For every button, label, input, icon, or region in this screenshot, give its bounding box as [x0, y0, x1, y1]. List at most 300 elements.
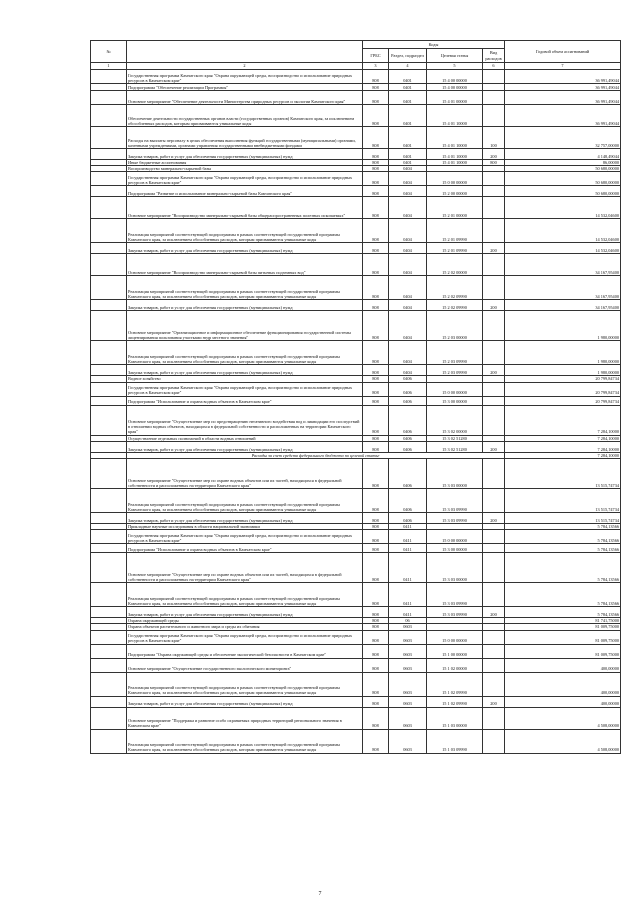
row-vr-cell	[483, 172, 505, 186]
row-name-cell: Основное мероприятие "Осуществление мер по предотвращению негативного воздействия вод и ликвидации его последствий в отношении водных объектов, находящихся в федеральной собственности и расположенных на территории Камчатского края"	[127, 405, 363, 435]
row-vr-cell	[483, 459, 505, 489]
row-vr-cell: 200	[483, 243, 505, 254]
row-rzpr-cell: 0411	[389, 544, 427, 553]
row-grbs-cell: 808	[363, 197, 389, 219]
row-num-cell	[91, 243, 127, 254]
row-rzpr-cell: 0411	[389, 524, 427, 530]
row-name-cell: Реализация мероприятий соответствующей подпрограммы в рамках соответствующей государственной программы Камчатского края, за исключением обособленных расходов, которым присваиваются уникальные коды	[127, 341, 363, 365]
row-rzpr-cell: 0401	[389, 149, 427, 160]
row-csr-cell: 15 2 01 00000	[427, 197, 483, 219]
row-rzpr-cell: 0603	[389, 658, 427, 672]
row-grbs-cell: 808	[363, 341, 389, 365]
row-sum-cell: 34 167,95400	[505, 300, 621, 311]
row-sum-cell: 50 680,00000	[505, 166, 621, 172]
row-grbs-cell: 808	[363, 607, 389, 618]
row-name-cell: Закупка товаров, работ и услуг для обеспечения государственных (муниципальных) нужд	[127, 243, 363, 254]
table-row	[91, 553, 621, 583]
row-grbs-cell: 808	[363, 149, 389, 160]
row-name-cell: Водное хозяйство	[127, 376, 363, 382]
row-csr-cell: 15 1 02 09990	[427, 672, 483, 696]
row-sum-cell: 36 991,49044	[505, 91, 621, 105]
row-csr-cell: 15 1 03 00000	[427, 707, 483, 729]
header-grbs: ГРБС	[363, 49, 389, 63]
table-row	[91, 186, 621, 197]
row-vr-cell	[483, 583, 505, 607]
header-vr: Вид расходов	[483, 49, 505, 63]
row-csr-cell: 15 3 03 09990	[427, 489, 483, 513]
row-num-cell	[91, 553, 127, 583]
row-rzpr-cell: 0404	[389, 276, 427, 300]
row-num-cell	[91, 172, 127, 186]
row-name-cell: Прикладные научные исследования в области национальной экономики	[127, 524, 363, 530]
row-vr-cell	[483, 382, 505, 396]
row-num-cell	[91, 365, 127, 376]
row-vr-cell: 100	[483, 127, 505, 149]
row-rzpr-cell: 0404	[389, 197, 427, 219]
row-csr-cell: 15 3 00 00000	[427, 396, 483, 405]
row-csr-cell: 15 2 02 00000	[427, 254, 483, 276]
row-vr-cell	[483, 276, 505, 300]
table-row	[91, 696, 621, 707]
row-csr-cell: 15 3 02 51280	[427, 441, 483, 452]
row-rzpr-cell: 0406	[389, 396, 427, 405]
row-num-cell	[91, 530, 127, 544]
row-grbs-cell: 808	[363, 658, 389, 672]
column-index-row	[91, 63, 621, 70]
row-vr-cell: 200	[483, 696, 505, 707]
table-row	[91, 729, 621, 753]
row-num-cell	[91, 149, 127, 160]
row-name-cell: Расходы на выплаты персоналу в целях обеспечения выполнения функций государственными (муниципальными) органами, казенными учреждениями, органами управления государственными внебюджетными фондами	[127, 127, 363, 149]
row-grbs-cell: 808	[363, 382, 389, 396]
row-grbs-cell: 808	[363, 513, 389, 524]
row-rzpr-cell: 0404	[389, 341, 427, 365]
row-rzpr-cell: 0406	[389, 382, 427, 396]
table-row	[91, 341, 621, 365]
row-name-cell: Реализация мероприятий соответствующей подпрограммы в рамках соответствующей государственной программы Камчатского края, за исключением обособленных расходов, которым присваиваются уникальные коды	[127, 672, 363, 696]
row-vr-cell	[483, 672, 505, 696]
row-num-cell	[91, 672, 127, 696]
row-sum-cell: 1 980,00000	[505, 311, 621, 341]
row-vr-cell: 200	[483, 607, 505, 618]
row-rzpr-cell: 0406	[389, 405, 427, 435]
row-csr-cell: 15 4 01 00000	[427, 91, 483, 105]
row-grbs-cell: 808	[363, 84, 389, 91]
row-sum-cell: 4 508,00000	[505, 707, 621, 729]
row-num-cell	[91, 300, 127, 311]
row-name-cell: Основное мероприятие "Организационное и информационное обеспечение функционирования государственной системы лицензирования пользования участками недр местного значения"	[127, 311, 363, 341]
row-vr-cell	[483, 644, 505, 658]
header-rzpr: Раздел, подраздел	[389, 49, 427, 63]
row-name-cell: Реализация мероприятий соответствующей подпрограммы в рамках соответствующей государственной программы Камчатского края, за исключением обособленных расходов, которым присваиваются уникальные коды	[127, 276, 363, 300]
row-csr-cell: 15 0 00 00000	[427, 172, 483, 186]
row-grbs-cell: 808	[363, 105, 389, 127]
row-num-cell	[91, 84, 127, 91]
row-grbs-cell: 808	[363, 186, 389, 197]
row-name-cell: Обеспечение деятельности государственных органов власти (государственных органов) Камчатского края, за исключением обособленных расходов, которым присваиваются уникальные коды	[127, 105, 363, 127]
row-name-cell: Закупка товаров, работ и услуг для обеспечения государственных (муниципальных) нужд	[127, 513, 363, 524]
row-sum-cell: 20 799,84734	[505, 382, 621, 396]
row-sum-cell: 36 991,49044	[505, 84, 621, 91]
row-sum-cell: 81 009,75000	[505, 644, 621, 658]
row-rzpr-cell: 0401	[389, 127, 427, 149]
budget-sheet	[90, 40, 620, 754]
row-sum-cell: 81 009,75000	[505, 630, 621, 644]
row-num-cell	[91, 441, 127, 452]
row-csr-cell: 15 3 03 09990	[427, 583, 483, 607]
row-sum-cell: 14 532,04600	[505, 243, 621, 254]
row-name-cell: Основное мероприятие "Обеспечение деятельности Министерства природных ресурсов и экологии Камчатского края"	[127, 91, 363, 105]
row-name-cell: Государственная программа Камчатского края "Охрана окружающей среды, воспроизводство и использование природных ресурсов в Камчатском крае"	[127, 382, 363, 396]
row-sum-cell: 4 148,49044	[505, 149, 621, 160]
row-grbs-cell: 808	[363, 70, 389, 84]
row-csr-cell: 15 2 03 00000	[427, 311, 483, 341]
row-rzpr-cell: 0401	[389, 160, 427, 166]
row-num-cell	[91, 91, 127, 105]
row-vr-cell	[483, 254, 505, 276]
table-row	[91, 276, 621, 300]
row-name-cell: Государственная программа Камчатского края "Охрана окружающей среды, воспроизводство и использование природных ресурсов в Камчатском крае"	[127, 530, 363, 544]
row-name-cell: Закупка товаров, работ и услуг для обеспечения государственных (муниципальных) нужд	[127, 300, 363, 311]
row-sum-cell: 7 284,10000	[505, 452, 621, 458]
row-rzpr-cell: 0401	[389, 84, 427, 91]
row-sum-cell: 5 784,13566	[505, 583, 621, 607]
row-sum-cell: 34 167,95400	[505, 276, 621, 300]
row-vr-cell	[483, 405, 505, 435]
row-grbs-cell: 808	[363, 489, 389, 513]
row-name-cell: Закупка товаров, работ и услуг для обеспечения государственных (муниципальных) нужд	[127, 607, 363, 618]
row-sum-cell: 7 284,10000	[505, 405, 621, 435]
row-num-cell	[91, 644, 127, 658]
row-csr-cell: 15 3 02 00000	[427, 405, 483, 435]
row-num-cell	[91, 254, 127, 276]
row-grbs-cell: 808	[363, 459, 389, 489]
row-csr-cell: 15 1 00 00000	[427, 644, 483, 658]
row-num-cell	[91, 607, 127, 618]
row-csr-cell: 15 4 00 00000	[427, 70, 483, 84]
row-grbs-cell: 808	[363, 696, 389, 707]
row-rzpr-cell: 0404	[389, 186, 427, 197]
row-sum-cell: 81 009,75000	[505, 624, 621, 630]
row-grbs-cell: 808	[363, 729, 389, 753]
table-row	[91, 405, 621, 435]
row-name-cell: Государственная программа Камчатского края "Охрана окружающей среды, воспроизводство и использование природных ресурсов в Камчатском крае"	[127, 70, 363, 84]
row-vr-cell	[483, 70, 505, 84]
row-grbs-cell: 808	[363, 435, 389, 441]
row-rzpr-cell: 0603	[389, 672, 427, 696]
row-grbs-cell: 808	[363, 672, 389, 696]
row-name-cell: Основное мероприятие "Поддержка и развитие особо охраняемых природных территорий регионального значения в Камчатском крае"	[127, 707, 363, 729]
row-sum-cell: 13 515,74734	[505, 489, 621, 513]
row-num-cell	[91, 186, 127, 197]
row-sum-cell: 5 784,13566	[505, 544, 621, 553]
row-vr-cell: 200	[483, 300, 505, 311]
table-row	[91, 707, 621, 729]
row-sum-cell: 50 680,00000	[505, 186, 621, 197]
row-num-cell	[91, 396, 127, 405]
col-index: 6	[483, 63, 505, 70]
row-num-cell	[91, 583, 127, 607]
row-vr-cell	[483, 544, 505, 553]
row-grbs-cell: 808	[363, 396, 389, 405]
row-rzpr-cell: 0603	[389, 630, 427, 644]
row-vr-cell	[483, 219, 505, 243]
row-name-cell: Воспроизводство минерально-сырьевой базы	[127, 166, 363, 172]
row-num-cell	[91, 658, 127, 672]
row-grbs-cell: 808	[363, 91, 389, 105]
row-num-cell	[91, 405, 127, 435]
row-rzpr-cell: 0411	[389, 607, 427, 618]
row-name-cell: Закупка товаров, работ и услуг для обеспечения государственных (муниципальных) нужд	[127, 441, 363, 452]
row-num-cell	[91, 276, 127, 300]
row-grbs-cell: 808	[363, 254, 389, 276]
row-rzpr-cell: 0603	[389, 696, 427, 707]
row-rzpr-cell: 0404	[389, 172, 427, 186]
row-rzpr-cell: 0401	[389, 70, 427, 84]
federal-note-cell: Расходы за счет средств федерального бюджета по целевой статье	[127, 452, 505, 458]
row-rzpr-cell: 0603	[389, 644, 427, 658]
table-row	[91, 441, 621, 452]
row-sum-cell: 5 784,13566	[505, 530, 621, 544]
row-num-cell	[91, 707, 127, 729]
table-row	[91, 149, 621, 160]
page-number: 7	[318, 891, 322, 897]
table-row	[91, 459, 621, 489]
header-csr: Целевая статья	[427, 49, 483, 63]
table-row	[91, 70, 621, 84]
table-row	[91, 396, 621, 405]
row-rzpr-cell: 0404	[389, 365, 427, 376]
row-sum-cell: 5 784,13566	[505, 524, 621, 530]
row-vr-cell	[483, 105, 505, 127]
row-vr-cell	[483, 186, 505, 197]
row-sum-cell: 4 508,00000	[505, 729, 621, 753]
table-row	[91, 544, 621, 553]
row-grbs-cell: 808	[363, 553, 389, 583]
header-name	[127, 41, 363, 63]
row-sum-cell: 14 532,04600	[505, 197, 621, 219]
row-grbs-cell: 808	[363, 219, 389, 243]
row-name-cell: Иные бюджетные ассигнования	[127, 160, 363, 166]
budget-table	[90, 40, 621, 754]
row-num-cell	[91, 544, 127, 553]
row-rzpr-cell: 0401	[389, 105, 427, 127]
table-row	[91, 513, 621, 524]
row-name-cell: Реализация мероприятий соответствующей подпрограммы в рамках соответствующей государственной программы Камчатского края, за исключением обособленных расходов, которым присваиваются уникальные коды	[127, 583, 363, 607]
row-sum-cell: 1 980,00000	[505, 365, 621, 376]
row-grbs-cell: 808	[363, 630, 389, 644]
row-sum-cell: 50 680,00000	[505, 172, 621, 186]
row-grbs-cell: 808	[363, 707, 389, 729]
row-grbs-cell: 808	[363, 624, 389, 630]
row-num-cell	[91, 382, 127, 396]
row-sum-cell: 20 799,84734	[505, 376, 621, 382]
row-csr-cell: 15 4 00 00000	[427, 84, 483, 91]
row-sum-cell: 1 980,00000	[505, 341, 621, 365]
row-csr-cell: 15 3 03 09990	[427, 607, 483, 618]
row-rzpr-cell: 0406	[389, 435, 427, 441]
row-rzpr-cell: 0406	[389, 459, 427, 489]
row-rzpr-cell: 0404	[389, 166, 427, 172]
row-sum-cell: 7 284,10000	[505, 435, 621, 441]
row-sum-cell: 5 784,13566	[505, 607, 621, 618]
row-name-cell: Государственная программа Камчатского края "Охрана окружающей среды, воспроизводство и использование природных ресурсов в Камчатском крае"	[127, 630, 363, 644]
row-grbs-cell: 808	[363, 524, 389, 530]
row-num-cell	[91, 127, 127, 149]
row-num-cell	[91, 197, 127, 219]
row-sum-cell: 13 515,74734	[505, 513, 621, 524]
table-row	[91, 658, 621, 672]
table-row	[91, 630, 621, 644]
row-vr-cell: 200	[483, 365, 505, 376]
row-csr-cell: 15 0 00 00000	[427, 530, 483, 544]
row-name-cell: Государственная программа Камчатского края "Охрана окружающей среды, воспроизводство и использование природных ресурсов в Камчатском крае"	[127, 172, 363, 186]
row-sum-cell: 400,00000	[505, 696, 621, 707]
row-sum-cell: 13 515,74734	[505, 459, 621, 489]
row-rzpr-cell: 06	[389, 618, 427, 624]
row-num-cell	[91, 459, 127, 489]
header-num: №	[91, 41, 127, 63]
row-csr-cell: 15 4 01 10000	[427, 105, 483, 127]
row-rzpr-cell: 0603	[389, 729, 427, 753]
row-num-cell	[91, 105, 127, 127]
row-sum-cell: 7 284,10000	[505, 441, 621, 452]
row-num-cell	[91, 696, 127, 707]
row-csr-cell: 15 4 01 10000	[427, 149, 483, 160]
row-vr-cell: 200	[483, 513, 505, 524]
row-grbs-cell: 808	[363, 127, 389, 149]
table-row	[91, 254, 621, 276]
header-codes: Коды	[363, 41, 505, 49]
row-csr-cell: 15 1 03 09990	[427, 729, 483, 753]
row-sum-cell: 81 741,75000	[505, 618, 621, 624]
row-sum-cell: 400,00000	[505, 672, 621, 696]
row-rzpr-cell: 0404	[389, 219, 427, 243]
col-index: 7	[505, 63, 621, 70]
row-name-cell: Реализация мероприятий соответствующей подпрограммы в рамках соответствующей государственной программы Камчатского края, за исключением обособленных расходов, которым присваиваются уникальные коды	[127, 489, 363, 513]
table-row	[91, 382, 621, 396]
row-name-cell: Закупка товаров, работ и услуг для обеспечения государственных (муниципальных) нужд	[127, 365, 363, 376]
row-sum-cell: 36 991,49044	[505, 70, 621, 84]
row-rzpr-cell: 0404	[389, 300, 427, 311]
row-rzpr-cell: 0406	[389, 376, 427, 382]
row-grbs-cell: 808	[363, 311, 389, 341]
table-row	[91, 672, 621, 696]
table-row	[91, 311, 621, 341]
table-row	[91, 84, 621, 91]
table-row	[91, 583, 621, 607]
row-sum-cell: 34 167,95400	[505, 254, 621, 276]
row-num-cell	[91, 630, 127, 644]
row-name-cell: Подпрограмма "Использование и охрана водных объектов в Камчатском крае"	[127, 396, 363, 405]
row-grbs-cell: 808	[363, 172, 389, 186]
row-name-cell: Подпрограмма "Охрана окружающей среды и обеспечение экологической безопасности в Камчатском крае"	[127, 644, 363, 658]
row-csr-cell: 15 3 00 00000	[427, 544, 483, 553]
row-grbs-cell: 808	[363, 243, 389, 254]
row-sum-cell: 32 757,00000	[505, 127, 621, 149]
row-sum-cell: 5 784,13566	[505, 553, 621, 583]
row-csr-cell: 15 2 02 09990	[427, 300, 483, 311]
row-vr-cell	[483, 396, 505, 405]
row-csr-cell: 15 2 00 00000	[427, 186, 483, 197]
row-name-cell: Подпрограмма "Обеспечение реализации Программы"	[127, 84, 363, 91]
row-num-cell	[91, 70, 127, 84]
row-rzpr-cell: 0401	[389, 91, 427, 105]
row-csr-cell: 15 3 03 09990	[427, 513, 483, 524]
table-row	[91, 644, 621, 658]
row-vr-cell	[483, 630, 505, 644]
row-vr-cell: 200	[483, 149, 505, 160]
row-name-cell: Реализация мероприятий соответствующей подпрограммы в рамках соответствующей государственной программы Камчатского края, за исключением обособленных расходов, которым присваиваются уникальные коды	[127, 729, 363, 753]
table-row	[91, 91, 621, 105]
row-sum-cell: 20 799,84734	[505, 396, 621, 405]
row-csr-cell: 15 3 03 00000	[427, 459, 483, 489]
header-total: Годовой объем ассигнований	[505, 41, 621, 63]
row-csr-cell: 15 2 03 09990	[427, 341, 483, 365]
row-grbs-cell: 808	[363, 160, 389, 166]
row-rzpr-cell: 0603	[389, 624, 427, 630]
row-vr-cell	[483, 489, 505, 513]
row-grbs-cell: 808	[363, 618, 389, 624]
row-grbs-cell: 808	[363, 365, 389, 376]
row-name-cell: Реализация мероприятий соответствующей подпрограммы в рамках соответствующей государственной программы Камчатского края, за исключением обособленных расходов, которым присваиваются уникальные коды	[127, 219, 363, 243]
row-num-cell	[91, 729, 127, 753]
row-name-cell: Закупка товаров, работ и услуг для обеспечения государственных (муниципальных) нужд	[127, 696, 363, 707]
table-row	[91, 243, 621, 254]
table-row	[91, 172, 621, 186]
table-row	[91, 365, 621, 376]
table-row	[91, 530, 621, 544]
row-num-cell	[91, 489, 127, 513]
row-name-cell: Осуществление отдельных полномочий в области водных отношений	[127, 435, 363, 441]
row-rzpr-cell: 0406	[389, 489, 427, 513]
row-name-cell: Закупка товаров, работ и услуг для обеспечения государственных (муниципальных) нужд	[127, 149, 363, 160]
row-num-cell	[91, 219, 127, 243]
row-vr-cell	[483, 658, 505, 672]
table-row	[91, 105, 621, 127]
row-csr-cell: 15 0 00 00000	[427, 630, 483, 644]
row-name-cell: Охрана окружающей среды	[127, 618, 363, 624]
row-csr-cell: 15 1 02 09990	[427, 696, 483, 707]
row-name-cell: Основное мероприятие "Осуществление мер по охране водных объектов или их частей, находящихся в федеральной собственности и расположенных на территории Камчатского края"	[127, 553, 363, 583]
col-index: 1	[91, 63, 127, 70]
col-index: 2	[127, 63, 363, 70]
row-num-cell	[91, 311, 127, 341]
table-row	[91, 607, 621, 618]
row-vr-cell	[483, 91, 505, 105]
row-rzpr-cell: 0411	[389, 530, 427, 544]
row-csr-cell: 15 2 01 09990	[427, 219, 483, 243]
row-vr-cell	[483, 729, 505, 753]
row-vr-cell	[483, 84, 505, 91]
col-index: 4	[389, 63, 427, 70]
row-csr-cell: 15 2 01 09990	[427, 243, 483, 254]
row-name-cell: Основное мероприятие "Осуществление мер по охране водных объектов или их частей, находящихся в федеральной собственности и расположенных на территории Камчатского края"	[127, 459, 363, 489]
row-grbs-cell: 808	[363, 441, 389, 452]
row-csr-cell: 15 3 03 00000	[427, 553, 483, 583]
row-vr-cell: 800	[483, 160, 505, 166]
col-index: 5	[427, 63, 483, 70]
row-vr-cell	[483, 311, 505, 341]
row-rzpr-cell: 0404	[389, 311, 427, 341]
row-rzpr-cell: 0406	[389, 513, 427, 524]
table-row	[91, 197, 621, 219]
row-grbs-cell: 808	[363, 166, 389, 172]
row-grbs-cell: 808	[363, 276, 389, 300]
table-row	[91, 489, 621, 513]
row-csr-cell: 15 2 03 09990	[427, 365, 483, 376]
table-row	[91, 127, 621, 149]
